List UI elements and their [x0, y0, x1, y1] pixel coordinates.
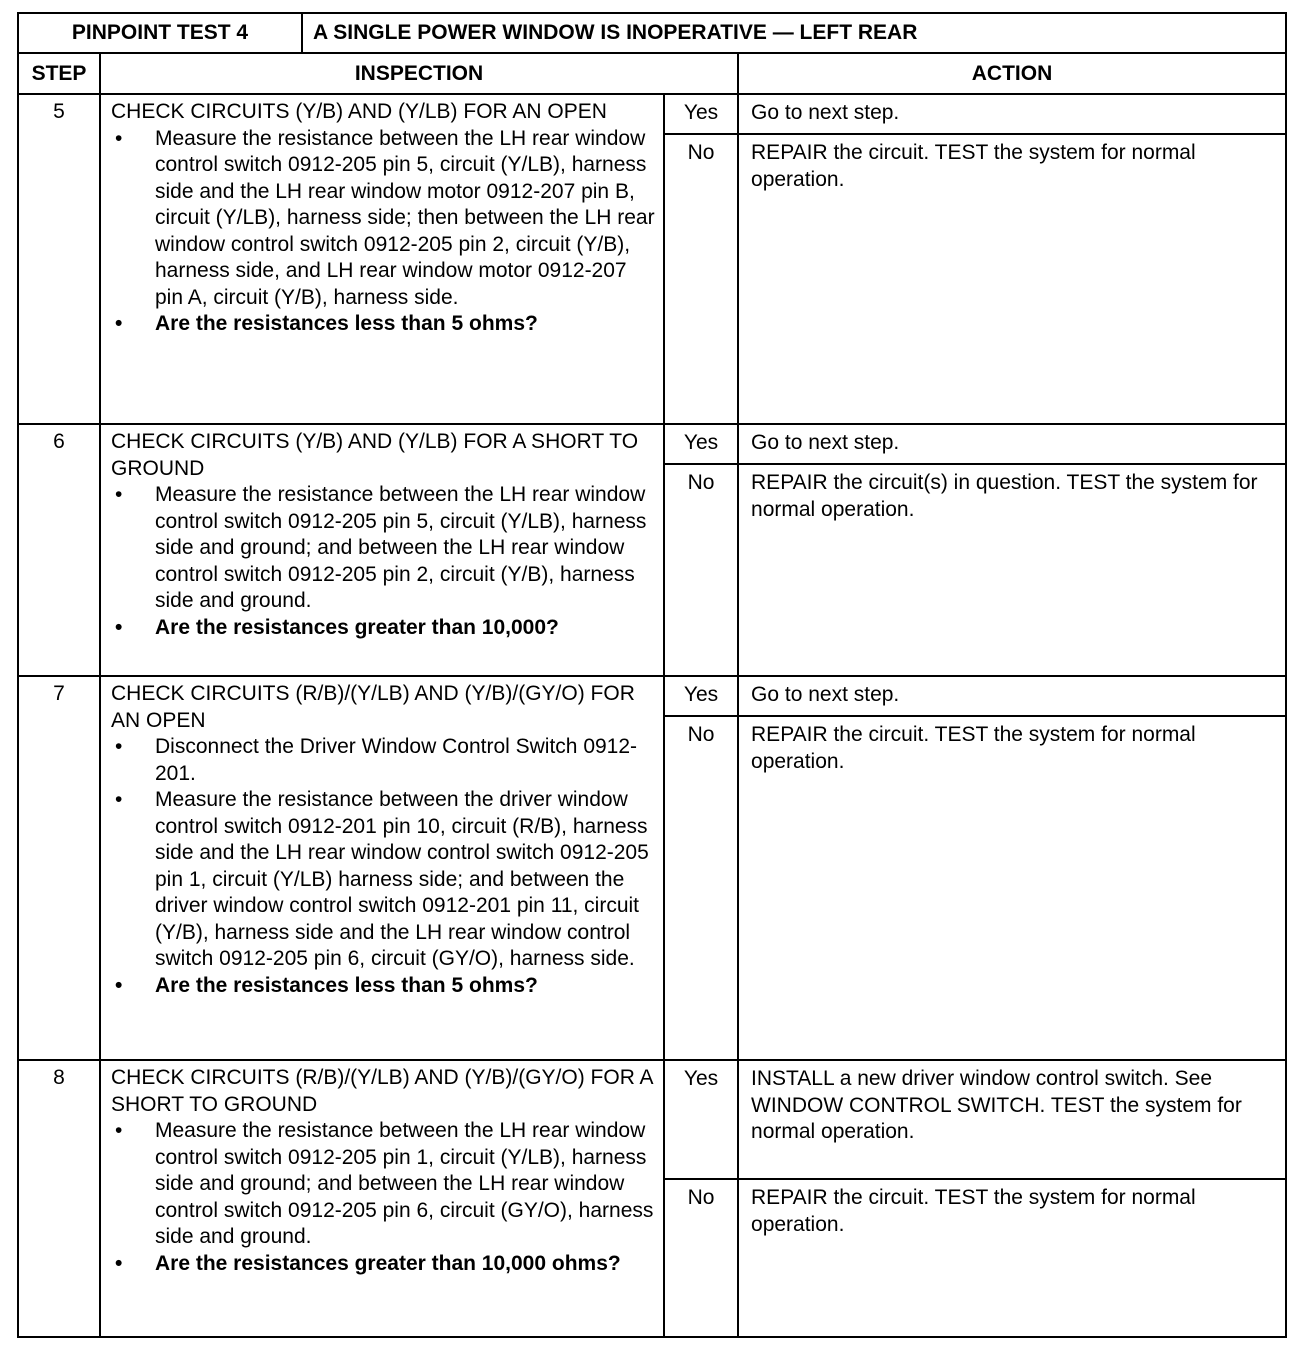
step-bullet-list	[111, 1118, 657, 1277]
no-label: No	[664, 1179, 738, 1337]
step-bullet-list	[111, 734, 657, 999]
pinpoint-test-sheet	[17, 12, 1285, 1338]
no-action: REPAIR the circuit. TEST the system for normal operation.	[738, 716, 1286, 1060]
step-bullet: • Measure the resistance between the driver window control switch 0912-201 pin 10, circuit (R/B), harness side and the LH rear window control switch 0912-205 pin 1, circuit (Y/LB) harness side; and between the driver window control switch 0912-201 pin 11, circuit (Y/B), harness side and the LH rear window control switch 0912-205 pin 6, circuit (GY/O), harness side.	[111, 787, 657, 973]
step-bullet-list	[111, 482, 657, 641]
no-action: REPAIR the circuit. TEST the system for normal operation.	[738, 134, 1286, 424]
yes-label: Yes	[664, 676, 738, 716]
step-8-yes-row	[18, 1060, 1286, 1179]
step-question: • Are the resistances greater than 10,000 ohms?	[111, 1251, 657, 1278]
step-number: 5	[18, 94, 100, 424]
step-bullet: • Measure the resistance between the LH rear window control switch 0912-205 pin 5, circuit (Y/LB), harness side and ground; and between the LH rear window control switch 0912-205 pin 2, circuit (Y/B), harness side and ground.	[111, 482, 657, 615]
step-7-yes-row	[18, 676, 1286, 716]
step-bullet: • Measure the resistance between the LH rear window control switch 0912-205 pin 5, circuit (Y/LB), harness side and the LH rear window motor 0912-207 pin B, circuit (Y/LB), harness side; then between the LH rear window control switch 0912-205 pin 2, circuit (Y/B), harness side, and LH rear window motor 0912-207 pin A, circuit (Y/B), harness side.	[111, 126, 657, 312]
yes-label: Yes	[664, 94, 738, 134]
step-number: 6	[18, 424, 100, 676]
step-5-yes-row	[18, 94, 1286, 134]
pinpoint-test-table	[17, 12, 1287, 1338]
step-inspection	[100, 676, 664, 1060]
step-inspection	[100, 424, 664, 676]
header-row	[18, 53, 1286, 94]
yes-label: Yes	[664, 1060, 738, 1179]
step-number: 8	[18, 1060, 100, 1337]
no-action: REPAIR the circuit(s) in question. TEST the system for normal operation.	[738, 464, 1286, 676]
step-question: • Are the resistances greater than 10,000?	[111, 615, 657, 642]
no-label: No	[664, 464, 738, 676]
action-header: ACTION	[738, 53, 1286, 94]
step-6-yes-row	[18, 424, 1286, 464]
step-question: • Are the resistances less than 5 ohms?	[111, 973, 657, 1000]
yes-action: Go to next step.	[738, 676, 1286, 716]
no-label: No	[664, 134, 738, 424]
step-heading: CHECK CIRCUITS (Y/B) AND (Y/LB) FOR A SHORT TO GROUND	[111, 430, 639, 480]
yes-action: INSTALL a new driver window control switch. See WINDOW CONTROL SWITCH. TEST the system for normal operation.	[738, 1060, 1286, 1179]
step-heading: CHECK CIRCUITS (R/B)/(Y/LB) AND (Y/B)/(GY/O) FOR A SHORT TO GROUND	[111, 1066, 653, 1116]
step-heading: CHECK CIRCUITS (Y/B) AND (Y/LB) FOR AN OPEN	[111, 100, 607, 123]
step-bullet: • Disconnect the Driver Window Control Switch 0912-201.	[111, 734, 657, 787]
no-label: No	[664, 716, 738, 1060]
step-header: STEP	[18, 53, 100, 94]
test-description: A SINGLE POWER WINDOW IS INOPERATIVE — LEFT REAR	[302, 13, 1286, 53]
test-label: PINPOINT TEST 4	[18, 13, 302, 53]
step-bullet: • Measure the resistance between the LH rear window control switch 0912-205 pin 1, circuit (Y/LB), harness side and ground; and between the LH rear window control switch 0912-205 pin 6, circuit (GY/O), harness side and ground.	[111, 1118, 657, 1251]
step-question: • Are the resistances less than 5 ohms?	[111, 311, 657, 338]
yes-action: Go to next step.	[738, 94, 1286, 134]
step-number: 7	[18, 676, 100, 1060]
step-inspection	[100, 94, 664, 424]
inspection-header: INSPECTION	[100, 53, 738, 94]
step-heading: CHECK CIRCUITS (R/B)/(Y/LB) AND (Y/B)/(GY/O) FOR AN OPEN	[111, 682, 635, 732]
step-inspection	[100, 1060, 664, 1337]
step-bullet-list	[111, 126, 657, 338]
yes-label: Yes	[664, 424, 738, 464]
yes-action: Go to next step.	[738, 424, 1286, 464]
title-row	[18, 13, 1286, 53]
no-action: REPAIR the circuit. TEST the system for normal operation.	[738, 1179, 1286, 1337]
